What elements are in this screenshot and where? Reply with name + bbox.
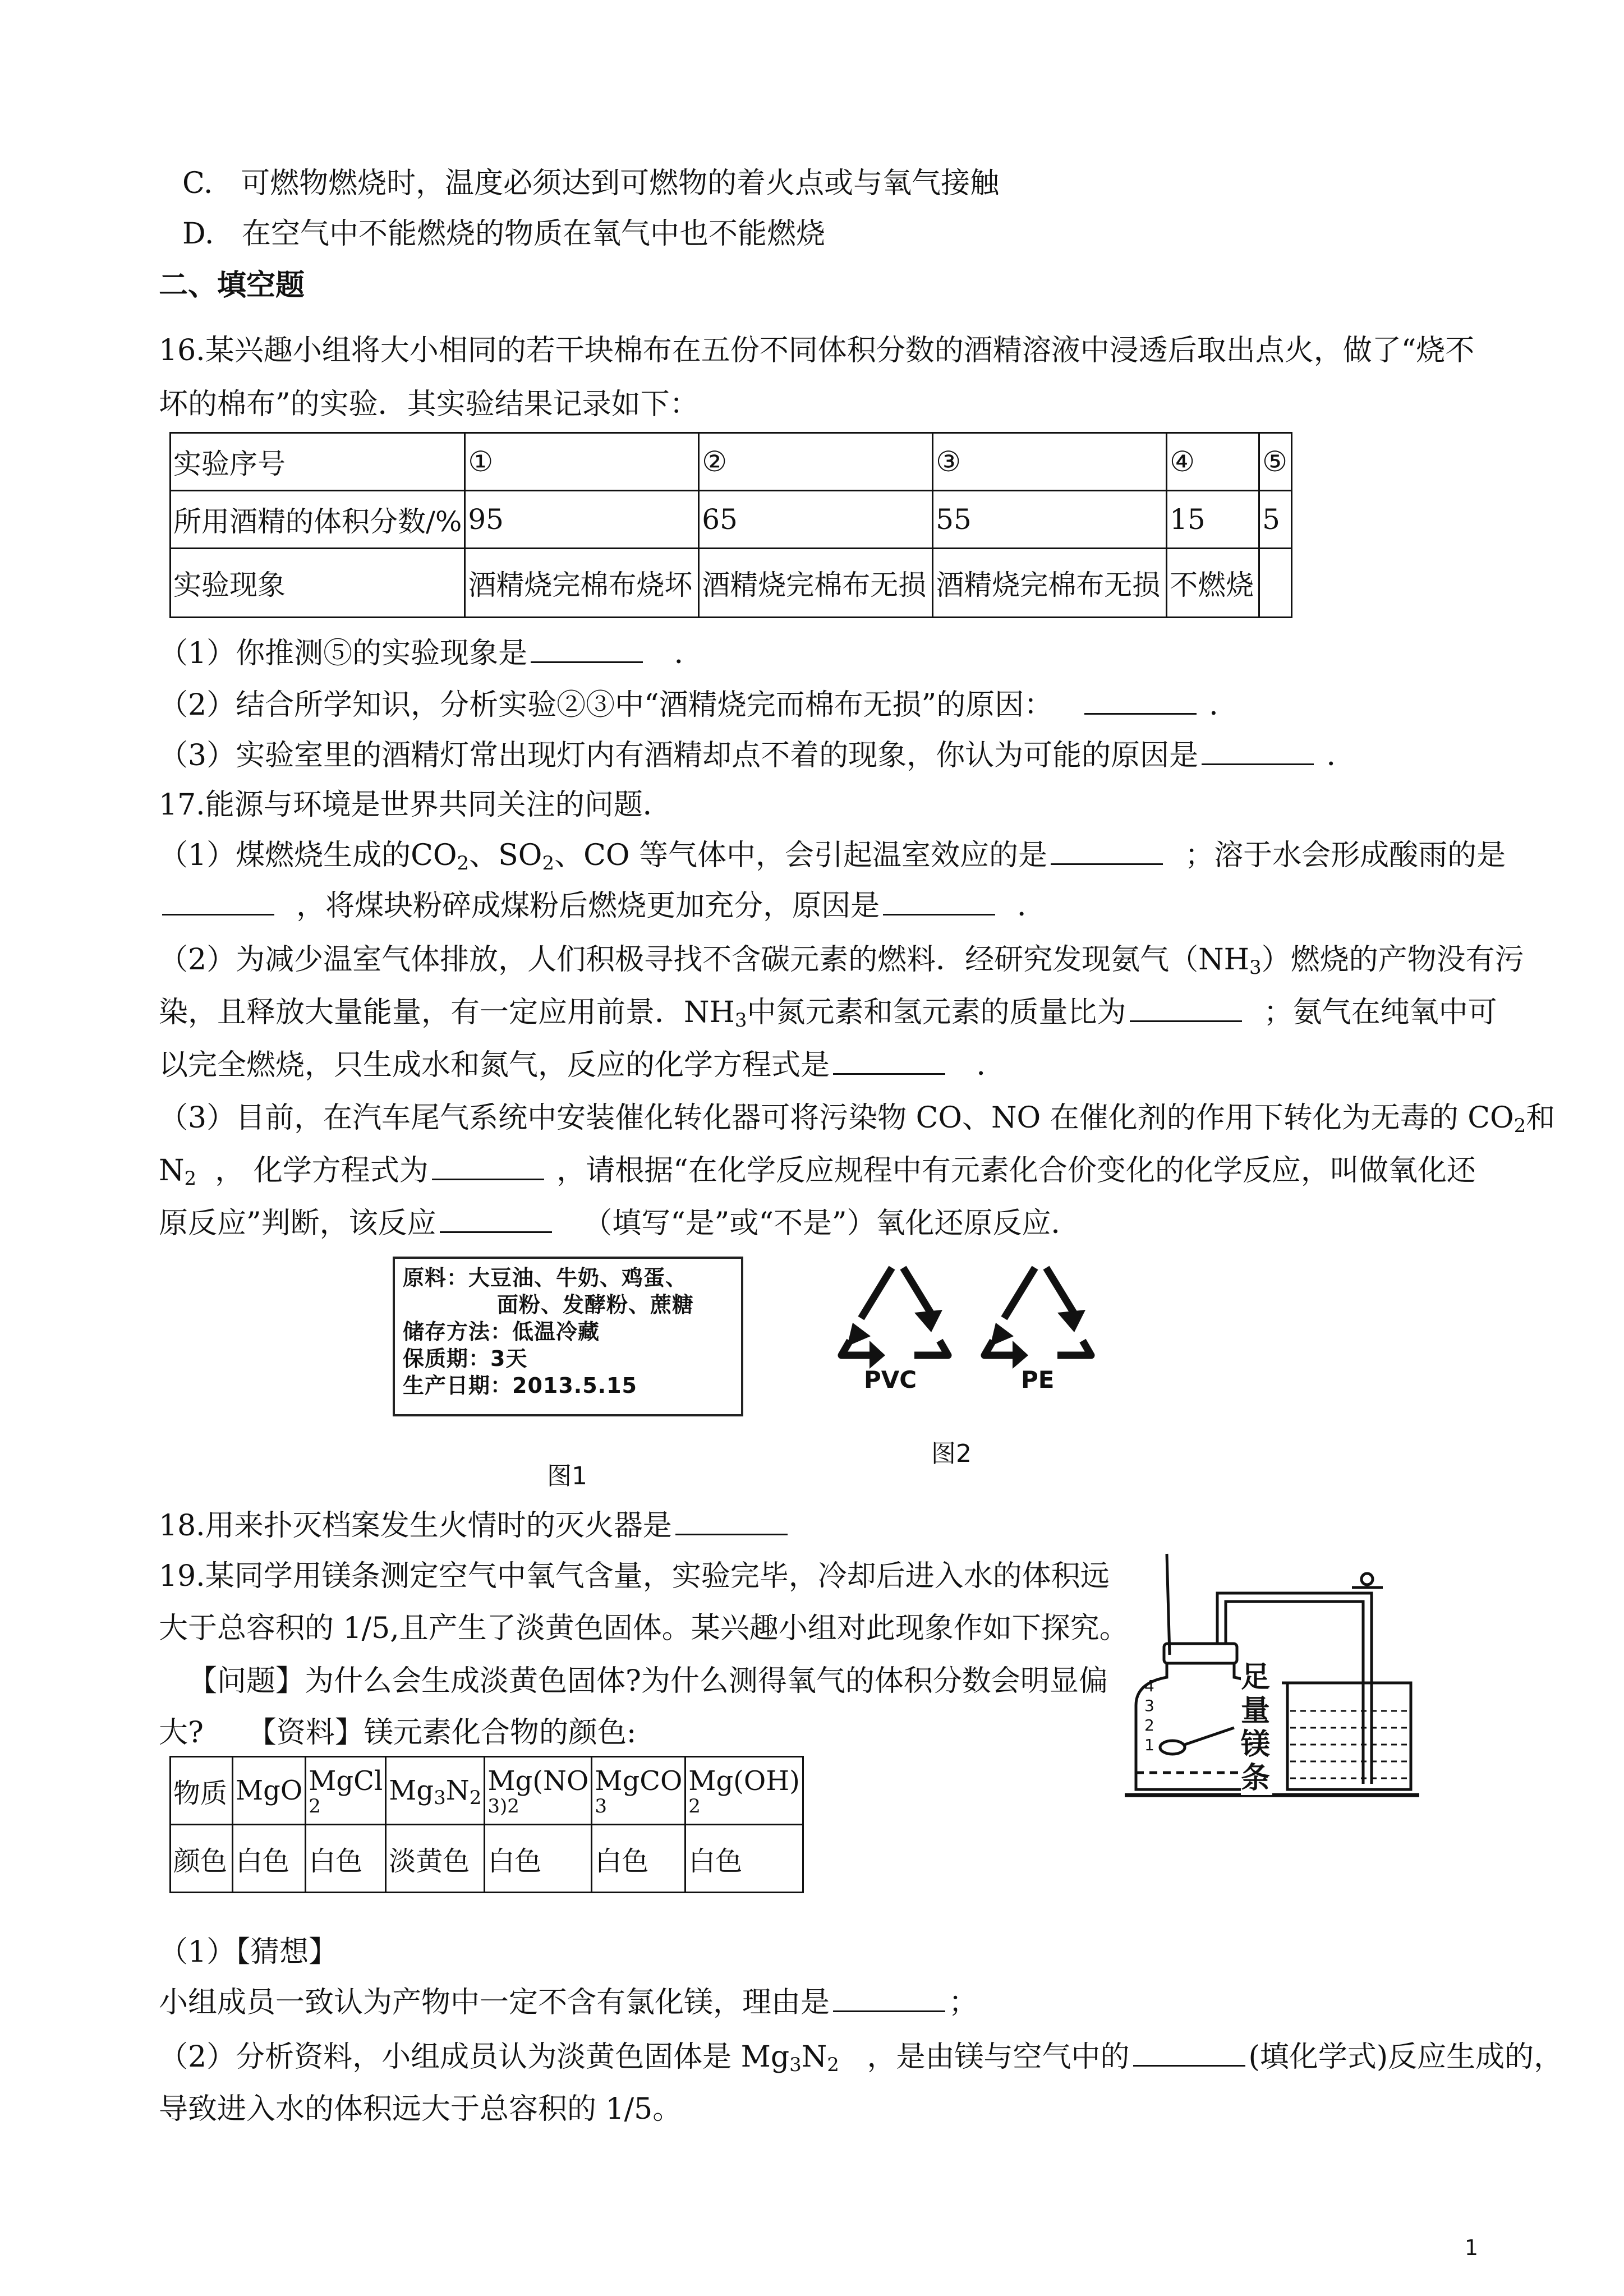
figure1-label (393, 1257, 743, 1416)
pe-label: PE (1021, 1366, 1055, 1393)
q19-line3: 【问题】为什么会生成淡黄色固体?为什么测得氧气的体积分数会明显偏 (188, 1664, 1108, 1698)
answer-blank[interactable] (883, 889, 995, 915)
q19-line1: 19.某同学用镁条测定空气中氧气含量，实验完毕，冷却后进入水的体积远 (159, 1559, 1110, 1593)
table-cell: 酒精烧完棉布烧坏 (465, 549, 699, 618)
table-row (171, 491, 1292, 549)
table-cell: 实验序号 (171, 433, 465, 491)
table-cell: ① (465, 433, 699, 491)
answer-blank[interactable] (432, 1154, 544, 1180)
clamp-icon (1352, 1573, 1383, 1588)
table-cell: Mg(OH) 2 (686, 1757, 803, 1825)
label-line: 储存方法：低温冷藏 (403, 1319, 600, 1344)
q17-part3-line2: $N_2$ ， 化学方程式为 ，请根据“在化学反应规程中有元素化合价变化的化学反应，叫做氧化还 (159, 1154, 1476, 1190)
table-cell: 颜色 (171, 1825, 233, 1893)
q17-part1-line1: （1）煤燃烧生成的$CO_2$、$SO_2$、CO 等气体中，会引起温室效应的是 ；溶于水会形成酸雨的是 (159, 839, 1506, 875)
q19-line2: 大于总容积的 1/5,且产生了淡黄色固体。某兴趣小组对此现象作如下探究。 (159, 1612, 1129, 1645)
q19-guess-text: 小组成员一致认为产物中一定不含有氯化镁，理由是 ； (159, 1986, 978, 2019)
table-row (171, 1757, 803, 1825)
answer-blank[interactable] (1084, 688, 1197, 715)
q16-table (169, 432, 1292, 618)
q17-part2-line3: 以完全燃烧，只生成水和氮气，反应的化学方程式是 ． (159, 1048, 1006, 1082)
q17-title: 17.能源与环境是世界共同关注的问题． (159, 788, 672, 822)
figure1-caption: 图1 (547, 1462, 587, 1490)
table-cell: ③ (933, 433, 1167, 491)
table-cell: MgCO 3 (592, 1757, 686, 1825)
option-c: C. 可燃物燃烧时，温度必须达到可燃物的着火点或与氧气接触 (182, 167, 1000, 200)
table-row (171, 549, 1292, 618)
table-cell: 酒精烧完棉布无损 (933, 549, 1167, 618)
pvc-label: PVC (864, 1366, 917, 1393)
answer-blank[interactable] (675, 1509, 788, 1535)
table-cell: 不燃烧 (1167, 549, 1259, 618)
answer-blank[interactable] (1130, 996, 1242, 1022)
answer-blank[interactable] (833, 1986, 945, 2012)
label-line: 生产日期：2013.5.15 (403, 1373, 637, 1398)
table-cell (1259, 549, 1292, 618)
table-row (171, 433, 1292, 491)
table-cell: 15 (1167, 491, 1259, 549)
ignition-wire (1167, 1554, 1170, 1655)
answer-blank[interactable] (1202, 739, 1314, 765)
q16-line2: 坏的棉布”的实验．其实验结果记录如下： (159, 388, 699, 421)
q16-part1: （1）你推测⑤的实验现象是 ． (159, 637, 703, 670)
table-cell: 95 (465, 491, 699, 549)
table-cell: 酒精烧完棉布无损 (699, 549, 933, 618)
option-d: D. 在空气中不能燃烧的物质在氧气中也不能燃烧 (182, 217, 825, 251)
table-cell: MgCl 2 (306, 1757, 386, 1825)
table-cell: ④ (1167, 433, 1259, 491)
table-cell: 所用酒精的体积分数/% (171, 491, 465, 549)
answer-blank[interactable] (833, 1048, 945, 1075)
answer-blank[interactable] (531, 637, 643, 663)
table-cell: ② (699, 433, 933, 491)
table-cell: 白色 (485, 1825, 592, 1893)
table-cell: 白色 (592, 1825, 686, 1893)
stopper (1164, 1644, 1237, 1663)
q17-part3-line1: （3）目前，在汽车尾气系统中安装催化转化器可将污染物 CO、NO 在催化剂的作用下转化为无毒的 $CO_2$和 (159, 1101, 1556, 1137)
q18: 18.用来扑灭档案发生火情时的灭火器是 (159, 1506, 1483, 1545)
q19-guess-title: （1）【猜想】 (159, 1935, 338, 1969)
table-cell: 物质 (171, 1757, 233, 1825)
table-cell: ⑤ (1259, 433, 1292, 491)
table-cell: 淡黄色 (386, 1825, 485, 1893)
q17-part2-line2: 染，且释放大量能量，有一定应用前景．$NH_3$中氮元素和氢元素的质量比为 ；氨气在纯氧中可 (159, 996, 1497, 1032)
table-cell: 5 (1259, 491, 1292, 549)
table-row (171, 1825, 803, 1893)
answer-blank[interactable] (440, 1207, 552, 1233)
table-cell: 实验现象 (171, 549, 465, 618)
q17-part3-line3: 原反应”判断，该反应 （填写“是”或“不是”）氧化还原反应． (159, 1207, 1080, 1240)
answer-blank[interactable] (1051, 839, 1163, 865)
figure2-caption: 图2 (931, 1439, 972, 1468)
label-line: 面粉、发酵粉、蔗糖 (497, 1292, 694, 1317)
answer-blank[interactable] (1133, 2040, 1245, 2067)
table-cell: 白色 (233, 1825, 306, 1893)
table-cell: $Mg_3N_2$ (386, 1757, 485, 1825)
label-line: 原料：大豆油、牛奶、鸡蛋、 (403, 1266, 688, 1290)
scale-mark: 4 (1144, 1677, 1154, 1695)
table-cell: MgO (233, 1757, 306, 1825)
q17-part1-line2: ，将煤块粉碎成煤粉后燃烧更加充分，原因是 ． (159, 886, 1483, 926)
table-cell: 55 (933, 491, 1167, 549)
q19-part2-line2: 导致进入水的体积远大于总容积的 1/5。 (159, 2092, 682, 2126)
table-cell: 白色 (306, 1825, 386, 1893)
apparatus-label: 足量镁条 (1241, 1660, 1272, 1795)
table-cell: Mg(NO 3)2 (485, 1757, 592, 1825)
beaker (1287, 1683, 1411, 1789)
q19-line4: 大? 【资料】镁元素化合物的颜色: (159, 1716, 637, 1750)
q19-part2-line1: （2）分析资料，小组成员认为淡黄色固体是 $Mg_3N_2$ ，是由镁与空气中的 (填化学式)反应生成的， (159, 2040, 1563, 2076)
scale-mark: 3 (1144, 1696, 1154, 1715)
q16-part3: （3）实验室里的酒精灯常出现灯内有酒精却点不着的现象，你认为可能的原因是 ． (159, 739, 1356, 772)
table-cell: 白色 (686, 1825, 803, 1893)
label-line: 保质期：3天 (403, 1346, 528, 1371)
magnesium-spoon (1160, 1741, 1185, 1754)
scale-mark: 1 (1144, 1736, 1154, 1754)
apparatus-diagram (1119, 1548, 1433, 1806)
table-cell: 65 (699, 491, 933, 549)
q17-part2-line1: （2）为减少温室气体排放，人们积极寻找不含碳元素的燃料．经研究发现氨气$(NH_3)$燃烧的产物没有污 (159, 943, 1524, 979)
q19-table (169, 1756, 804, 1893)
q16-line1: 16.某兴趣小组将大小相同的若干块棉布在五份不同体积分数的酒精溶液中浸透后取出点火，做了“烧不 (159, 334, 1475, 367)
page-number: 1 (1464, 2235, 1478, 2260)
recycle-icon (984, 1268, 1091, 1369)
answer-blank[interactable] (162, 889, 274, 915)
recycle-icon (841, 1268, 948, 1369)
scale-mark: 2 (1144, 1716, 1154, 1734)
section-title: 二、填空题 (159, 268, 305, 302)
q16-part2: （2）结合所学知识，分析实验②③中“酒精烧完而棉布无损”的原因： ． (159, 688, 1239, 722)
